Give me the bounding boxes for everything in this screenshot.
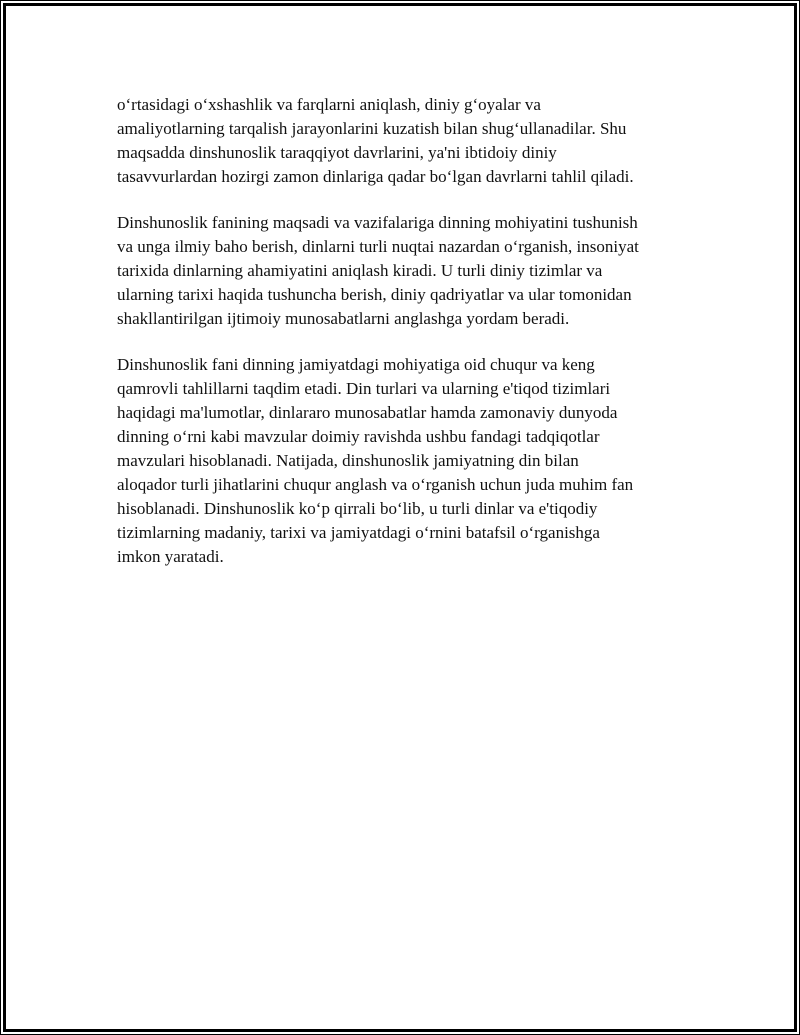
paragraph-2 <box>117 211 707 331</box>
text-line: imkon yaratadi. <box>117 547 224 566</box>
text-line: ularning tarixi haqida tushuncha berish, diniy qadriyatlar va ular tomonidan <box>117 285 632 304</box>
text-line: tizimlarning madaniy, tarixi va jamiyatdagi oʻrnini batafsil oʻrganishga <box>117 523 600 542</box>
text-line: Dinshunoslik fanining maqsadi va vazifalariga dinning mohiyatini tushunish <box>117 213 638 232</box>
text-line: haqidagi ma'lumotlar, dinlararo munosabatlar hamda zamonaviy dunyoda <box>117 403 618 422</box>
text-line: qamrovli tahlillarni taqdim etadi. Din turlari va ularning e'tiqod tizimlari <box>117 379 611 398</box>
text-line: oʻrtasidagi oʻxshashlik va farqlarni aniqlash, diniy gʻoyalar va <box>117 95 541 114</box>
text-line: tarixida dinlarning ahamiyatini aniqlash kiradi. U turli diniy tizimlar va <box>117 261 603 280</box>
paragraph-1 <box>117 93 707 189</box>
text-line: va unga ilmiy baho berish, dinlarni turli nuqtai nazardan oʻrganish, insoniyat <box>117 237 639 256</box>
document-body <box>117 93 707 591</box>
text-line: shakllantirilgan ijtimoiy munosabatlarni anglashga yordam beradi. <box>117 309 570 328</box>
text-line: maqsadda dinshunoslik taraqqiyot davrlarini, ya'ni ibtidoiy diniy <box>117 143 557 162</box>
paragraph-3 <box>117 353 707 569</box>
text-line: mavzulari hisoblanadi. Natijada, dinshunoslik jamiyatning din bilan <box>117 451 579 470</box>
text-line: Dinshunoslik fani dinning jamiyatdagi mohiyatiga oid chuqur va keng <box>117 355 595 374</box>
text-line: amaliyotlarning tarqalish jarayonlarini kuzatish bilan shugʻullanadilar. Shu <box>117 119 627 138</box>
text-line: dinning oʻrni kabi mavzular doimiy ravishda ushbu fandagi tadqiqotlar <box>117 427 600 446</box>
text-line: tasavvurlardan hozirgi zamon dinlariga qadar boʻlgan davrlarni tahlil qiladi. <box>117 167 634 186</box>
text-line: hisoblanadi. Dinshunoslik koʻp qirrali boʻlib, u turli dinlar va e'tiqodiy <box>117 499 598 518</box>
text-line: aloqador turli jihatlarini chuqur anglash va oʻrganish uchun juda muhim fan <box>117 475 634 494</box>
